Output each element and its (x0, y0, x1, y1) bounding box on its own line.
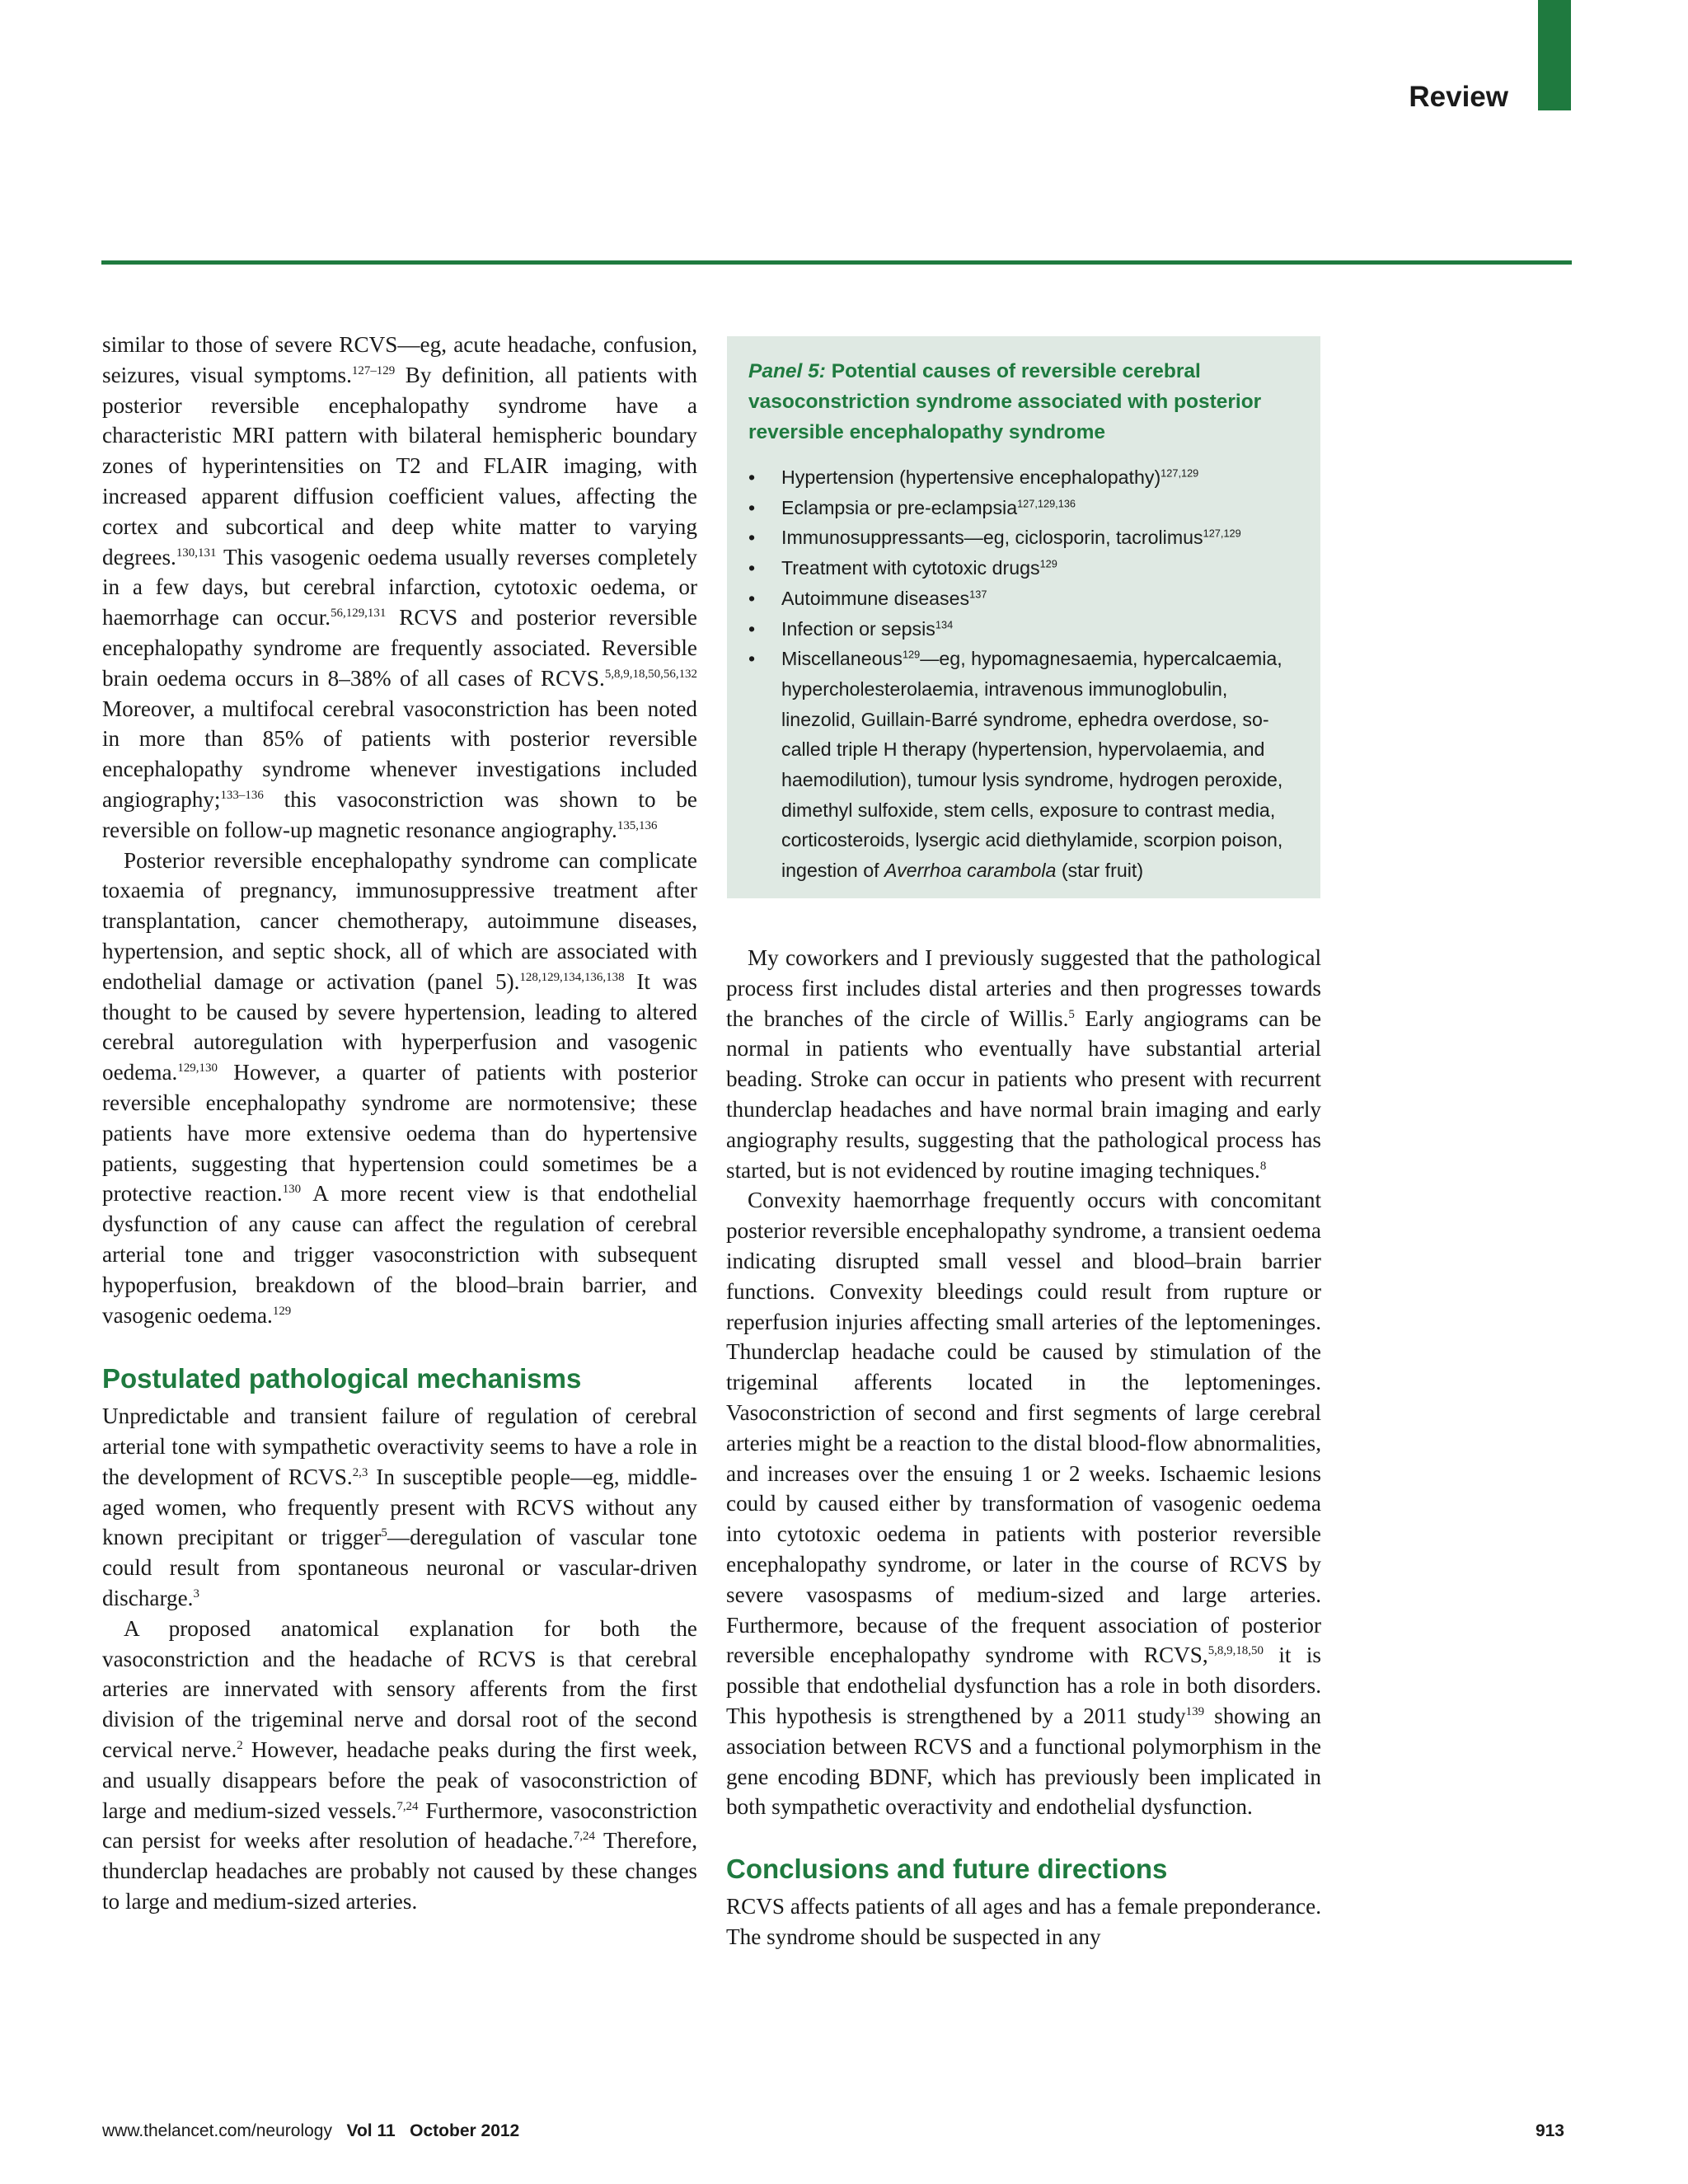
citation[interactable]: 139 (1185, 1704, 1205, 1718)
citation[interactable]: 127,129 (1203, 527, 1241, 540)
header-rule (101, 260, 1572, 265)
section-heading: Conclusions and future directions (726, 1854, 1168, 1885)
panel-title: Panel 5: Potential causes of reversible cerebral vasoconstriction syndrome associated with posterior reversible encephalopathy syndrome (748, 360, 1262, 443)
citation[interactable]: 127,129,136 (1017, 496, 1076, 509)
panel-list (748, 462, 1299, 886)
panel-label: Panel 5: (748, 360, 826, 382)
panel-5 (727, 336, 1320, 898)
paragraph: A proposed anatomical explanation for both the vasoconstriction and the headache of RCVS is that cerebral arteries are innervated with sensory afferents from the first division of the trigeminal nerve and dorsal root of the second cervical nerve.$^2$ However, headache peaks during the first week, and usually disappears before the peak of vasoconstriction of large and medium-sized vessels.$^{7,24}$ Furthermore, vasoconstriction can persist for weeks after resolution of headache.$^{7,24}$ Therefore, thunderclap headaches are probably not caused by these changes to large and medium-sized arteries. (102, 1615, 698, 1915)
list-item: • Autoimmune diseases$^{137}$ (748, 583, 1299, 614)
paragraph: similar to those of severe RCVS—eg, acute headache, confusion, seizures, visual symptoms.$^{127-129}$ By definition, all patients with posterior reversible encephalopathy syndrome have a characteristic MRI pattern with bilateral hemispheric boundary zones of hyperintensities on T2 and FLAIR imaging, with increased apparent diffusion coefficient values, affecting the cortex and subcortical and deep white matter to varying degrees.$^{130,131}$ This vasogenic oedema usually reverses completely in a few days, but cerebral infarction, cytotoxic oedema, or haemorrhage can occur.$^{56,129,131}$ RCVS and posterior reversible encephalopathy syndrome are frequently associated. Reversible brain oedema occurs in 8–38% of all cases of RCVS.$^{5,8,9,18,50,56,132}$ Moreover, a multifocal cerebral vasoconstriction has been noted in more than 85% of patients with posterior reversible encephalopathy syndrome whenever investigations included angiography;$^{133-136}$ this vasoconstriction was shown to be reversible on follow-up magnetic resonance angiography.$^{135,136}$ (102, 332, 698, 842)
journal-url[interactable]: www.thelancet.com/neurology (102, 2121, 332, 2140)
list-item: • Eclampsia or pre-eclampsia$^{127,129,136}$ (748, 493, 1299, 523)
citation[interactable]: 129 (1039, 557, 1057, 570)
citation[interactable]: 129 (272, 1304, 292, 1318)
list-item: • Miscellaneous$^{129}$—eg, hypomagnesaemia, hypercalcaemia, hypercholesterolaemia, intravenous immunoglobulin, linezolid, Guillain-Barré syndrome, ephedra overdose, so-called triple H therapy (hypertension, hypervolaemia, and haemodilution), tumour lysis syndrome, hydrogen peroxide, dimethyl sulfoxide, stem cells, exposure to contrast media, corticosteroids, lysergic acid diethylamide, scorpion poison, ingestion of Averrhoa carambola (star fruit) (748, 644, 1299, 886)
citation[interactable]: 7,24 (573, 1830, 595, 1844)
citation[interactable]: 7,24 (396, 1799, 419, 1813)
list-item: • Immunosuppressants—eg, ciclosporin, tacrolimus$^{127,129}$ (748, 523, 1299, 553)
citation[interactable]: 130,131 (176, 546, 217, 560)
list-item: • Infection or sepsis$^{134}$ (748, 614, 1299, 644)
list-item: • Hypertension (hypertensive encephalopathy)$^{127,129}$ (748, 462, 1299, 493)
page-number: 913 (1535, 2121, 1564, 2140)
journal-info: www.thelancet.com/neurology Vol 11 October 2012 (102, 2121, 520, 2140)
paragraph: Convexity haemorrhage frequently occurs with concomitant posterior reversible encephalopathy syndrome, a transient oedema indicating disrupted small vessel and blood–brain barrier functions. Convexity bleedings could result from rupture or reperfusion injuries affecting small arteries of the leptomeninges. Thunderclap headache could be caused by stimulation of the trigeminal afferents located in the leptomeninges. Vasoconstriction of second and first segments of large cerebral arteries might be a reaction to the distal blood-flow abnormalities, and increases over the ensuing 1 or 2 weeks. Ischaemic lesions could by caused either by transformation of vasogenic oedema into cytotoxic oedema in patients with posterior reversible encephalopathy syndrome, or later in the course of RCVS by severe vasospasms of medium-sized and large arteries. Furthermore, because of the frequent association of posterior reversible encephalopathy syndrome with RCVS,$^{5,8,9,18,50}$ it is possible that endothelial dysfunction has a role in both disorders. This hypothesis is strengthened by a 2011 study$^{139}$ showing an association between RCVS and a functional polymorphism in the gene encoding BDNF, which has previously been implicated in both sympathetic overactivity and endothelial dysfunction. (726, 1188, 1321, 1820)
citation[interactable]: 127,129 (1160, 466, 1199, 480)
citation[interactable]: 129,130 (177, 1062, 218, 1076)
citation[interactable]: 2,3 (352, 1465, 368, 1479)
section-label: Review (1409, 81, 1508, 113)
section-color-tab (1538, 0, 1571, 110)
citation[interactable]: 5,8,9,18,50 (1207, 1644, 1264, 1658)
citation[interactable]: 130 (282, 1183, 302, 1197)
paragraph: Posterior reversible encephalopathy syndrome can complicate toxaemia of pregnancy, immunosuppressive treatment after transplantation, cancer chemotherapy, autoimmune diseases, hypertension, and septic shock, all of which are associated with endothelial damage or activation (panel 5).$^{128,129,134,136,138}$ It was thought to be caused by severe hypertension, leading to altered cerebral autoregulation with hyperperfusion and vasogenic oedema.$^{129,130}$ However, a quarter of patients with posterior reversible encephalopathy syndrome are normotensive; these patients have more extensive oedema than do hypertensive patients, suggesting that hypertension could sometimes be a protective reaction.$^{130}$ A more recent view is that endothelial dysfunction of any cause can affect the regulation of cerebral arterial tone and trigger vasoconstriction with subsequent hypoperfusion, breakdown of the blood–brain barrier, and vasogenic oedema.$^{129}$ (102, 847, 698, 1328)
citation[interactable]: 56,129,131 (331, 607, 387, 621)
paragraph: My coworkers and I previously suggested that the pathological process first includes distal arteries and then progresses towards the branches of the circle of Willis.$^5$ Early angiograms can be normal in patients who eventually have substantial arterial beading. Stroke can occur in patients who present with recurrent thunderclap headaches and have normal brain imaging and early angiography results, suggesting that the pathological process has started, but is not evidenced by routine imaging techniques.$^8$ (726, 945, 1322, 1183)
citation[interactable]: 128,129,134,136,138 (519, 970, 625, 984)
citation[interactable]: 3 (193, 1587, 199, 1601)
section-heading: Postulated pathological mechanisms (102, 1363, 582, 1394)
citation[interactable]: 134 (935, 617, 954, 630)
left-column (102, 330, 697, 1917)
paragraph: Unpredictable and transient failure of regulation of cerebral arterial tone with sympathetic overactivity seems to have a role in the development of RCVS.$^{2,3}$ In susceptible people—eg, middle-aged women, who frequently present with RCVS without any known precipitant or trigger$^5$—deregulation of vascular tone could result from spontaneous neuronal or vascular-driven discharge.$^3$ (102, 1404, 697, 1611)
citation[interactable]: 127–129 (351, 363, 396, 377)
citation[interactable]: 5 (381, 1526, 387, 1540)
citation[interactable]: 2 (237, 1739, 243, 1752)
citation[interactable]: 135,136 (617, 818, 658, 832)
paragraph: RCVS affects patients of all ages and has a female preponderance. The syndrome should be suspected in any (726, 1894, 1321, 1949)
list-item: • Treatment with cytotoxic drugs$^{129}$ (748, 553, 1299, 583)
citation[interactable]: 129 (902, 648, 921, 661)
right-column (726, 943, 1321, 1952)
citation[interactable]: 5,8,9,18,50,56,132 (604, 667, 697, 681)
citation[interactable]: 8 (1259, 1159, 1267, 1173)
citation[interactable]: 5 (1068, 1007, 1075, 1021)
citation[interactable]: 133–136 (220, 788, 264, 802)
citation[interactable]: 137 (969, 588, 987, 601)
